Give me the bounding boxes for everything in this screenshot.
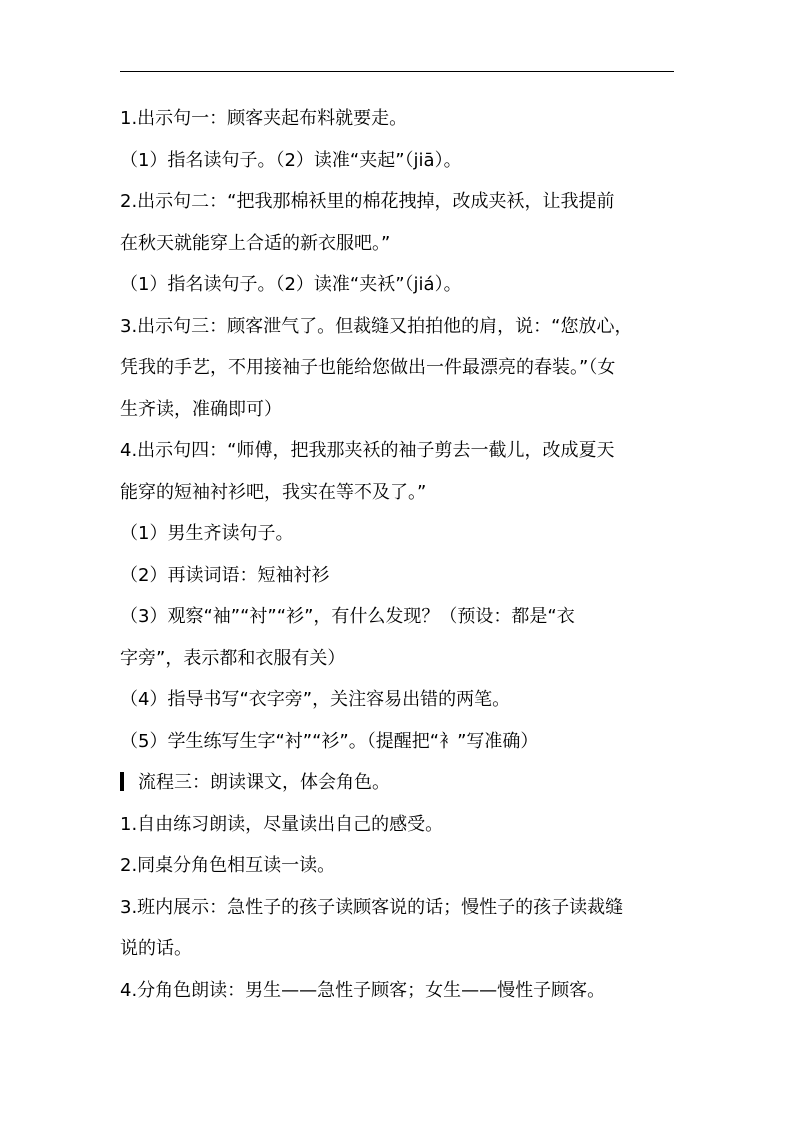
text-line: （1）指名读句子。（2）读准“夹起”（jiā）。: [120, 149, 462, 171]
text-line: 2.出示句二：“把我那棉袄里的棉花拽掉，改成夹袄，让我提前: [120, 191, 615, 212]
heading-bar-marker: [120, 772, 124, 791]
text-line: 在秋天就能穿上合适的新衣服吧。”: [120, 232, 391, 254]
text-line: 能穿的短袖衬衫吧，我实在等不及了。”: [120, 481, 427, 503]
text-line: 生齐读，准确即可）: [120, 398, 282, 420]
text-line: 3.班内展示：急性子的孩子读顾客说的话；慢性子的孩子读裁缝: [120, 896, 624, 918]
section-heading-text: 流程三：朗读课文，体会角色。: [138, 772, 390, 793]
text-line: （4）指导书写“衣字旁”，关注容易出错的两笔。: [120, 689, 511, 710]
text-line: 4.出示句四：“师傅，把我那夹袄的袖子剪去一截儿，改成夏天: [120, 440, 615, 461]
document-body: [120, 98, 680, 1011]
section-heading: [120, 762, 680, 804]
text-line: 1.自由练习朗读，尽量读出自己的感受。: [120, 813, 444, 835]
header-rule: [120, 71, 674, 72]
text-line: （1）指名读句子。（2）读准“夹袄”（jiá）。: [120, 274, 462, 295]
text-line: （2）再读词语：短袖衬衫: [120, 564, 330, 586]
text-line: 4.分角色朗读：男生——急性子顾客；女生——慢性子顾客。: [120, 979, 606, 1001]
text-line: 2.同桌分角色相互读一读。: [120, 855, 336, 876]
text-line: 凭我的手艺，不用接袖子也能给您做出一件最漂亮的春装。”（女: [120, 357, 616, 378]
text-line: （1）男生齐读句子。: [120, 523, 294, 544]
text-line: （3）观察“袖”“衬”“衫”，有什么发现？（预设：都是“衣: [120, 606, 575, 627]
text-line: （5）学生练写生字“衬”“衫”。（提醒把“衤”写准确）: [120, 730, 539, 752]
text-line: 说的话。: [120, 938, 192, 959]
text-line: 3.出示句三：顾客泄气了。但裁缝又拍拍他的肩，说：“您放心，: [120, 315, 633, 337]
text-line: 1.出示句一：顾客夹起布料就要走。: [120, 108, 408, 129]
text-line: 字旁”，表示都和衣服有关）: [120, 647, 346, 669]
